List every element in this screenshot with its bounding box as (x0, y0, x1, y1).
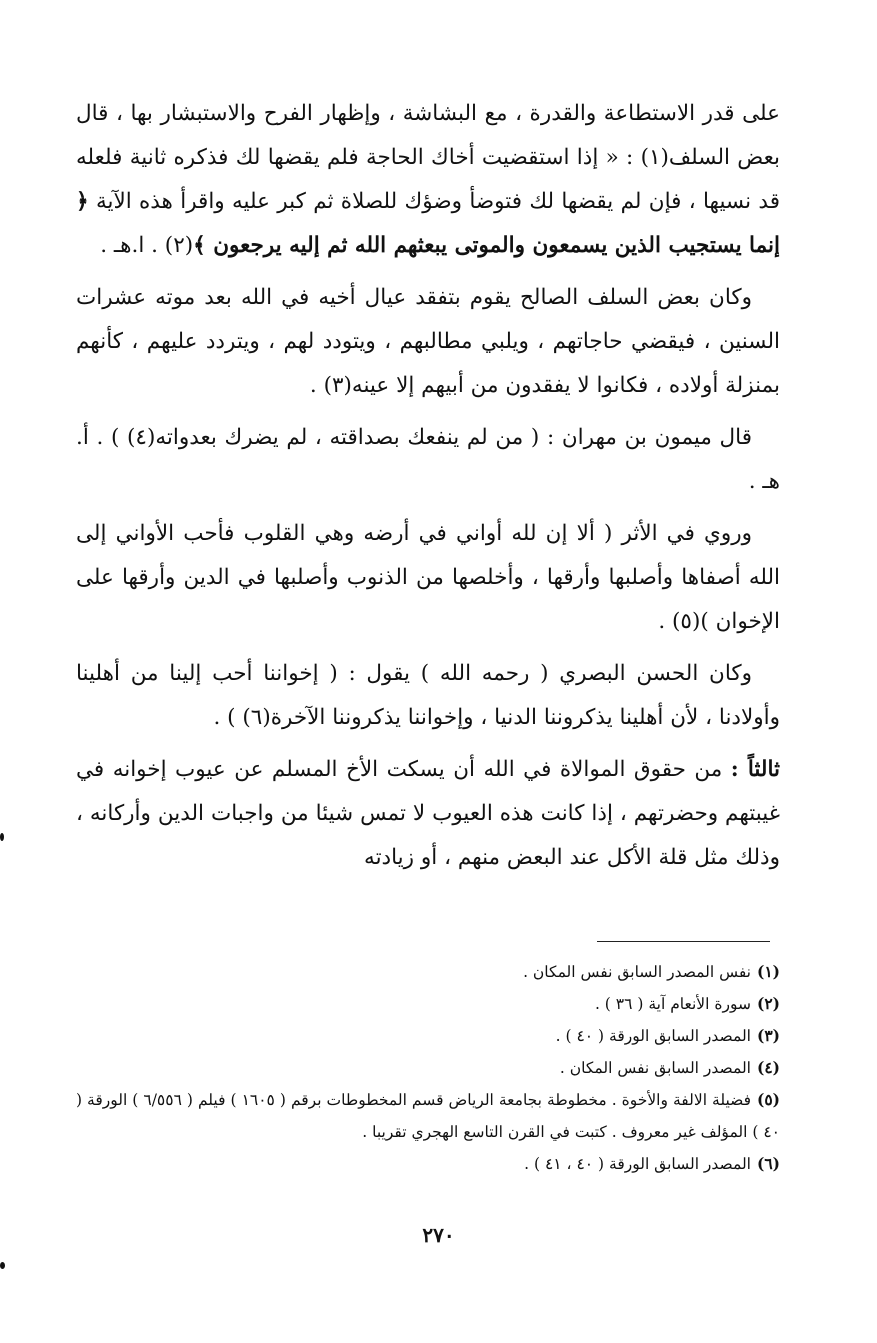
footnote (76, 1020, 780, 1052)
footnote (76, 1084, 780, 1148)
footnote-number: (٥) (756, 1090, 780, 1109)
scan-mark (0, 1262, 5, 1269)
paragraph-text: من حقوق الموالاة في الله أن يسكت الأخ المسلم عن عيوب إخوانه في غيبتهم وحضرتهم ، إذا كانت هذه العيوب لا تمس شيئا من واجبات الدين وأركانه ، وذلك مثل قلة الأكل عند البعض منهم ، أو زيادته (76, 757, 780, 870)
paragraph-2: وكان بعض السلف الصالح يقوم بتفقد عيال أخيه في الله بعد موته عشرات السنين ، فيقضي حاجاتهم ، ويلبي مطالبهم ، ويتودد لهم ، ويتردد عليهم ، كأنهم بمنزلة أولاده ، فكانوا لا يفقدون من أبيهم إلا عينه(٣) . (76, 285, 780, 398)
page-number: ٢٧٠ (422, 1223, 455, 1247)
paragraph-4: وروي في الأثر ( ألا إن لله أواني في أرضه وهي القلوب فأحب الأواني إلى الله أصفاها وأصلبها وأرقها ، وأخلصها من الذنوب وأصلبها في الدين وأرقها على الإخوان )(٥) . (76, 521, 780, 634)
footnote-divider (597, 941, 770, 942)
scan-mark (0, 833, 4, 841)
footnote (76, 1148, 780, 1180)
footnote (76, 1052, 780, 1084)
footnotes (76, 956, 780, 1180)
paragraph-5: وكان الحسن البصري ( رحمه الله ) يقول : ( إخواننا أحب إلينا من أهلينا وأولادنا ، لأن أهلينا يذكروننا الدنيا ، وإخواننا يذكروننا الآخرة(٦) ) . (76, 661, 780, 730)
footnote-text: فضيلة الالفة والأخوة . مخطوطة بجامعة الرياض قسم المخطوطات برقم ( ١٦٠٥ ) فيلم ( ٦/٥٥٦ ) الورقة ( ٤٠ ) المؤلف غير معروف . كتبت في القرن التاسع الهجري تقريبا . (76, 1091, 780, 1141)
paragraph-text: على قدر الاستطاعة والقدرة ، مع البشاشة ، وإظهار الفرح والاستبشار بها ، قال بعض السلف(١) : « إذا استقضيت أخاك الحاجة فلم يقضها لك فذكره ثانية فلعله قد نسيها ، فإن لم يقضها لك فتوضأ وضؤك للصلاة ثم كبر عليه واقرأ هذه الآية (76, 101, 780, 214)
paragraph-3: قال ميمون بن مهران : ( من لم ينفعك بصداقته ، لم يضرك بعدواته(٤) ) . أ. هـ . (76, 425, 780, 494)
footnote-number: (١) (756, 962, 780, 981)
footnote-number: (٤) (756, 1058, 780, 1077)
quran-quote: ﴿ إنما يستجيب الذين يسمعون والموتى يبعثهم الله ثم إليه يرجعون ﴾ (76, 189, 780, 258)
footnote-number: (٢) (756, 994, 780, 1013)
footnote-text: نفس المصدر السابق نفس المكان . (523, 963, 751, 981)
section-label: ثالثاً : (730, 757, 781, 782)
footnote (76, 956, 780, 988)
footnote-number: (٦) (756, 1154, 780, 1173)
paragraph-tail: (٢) . ا.هـ . (100, 233, 194, 258)
footnote (76, 988, 780, 1020)
footnote-text: سورة الأنعام آية ( ٣٦ ) . (594, 995, 751, 1013)
footnote-number: (٣) (756, 1026, 780, 1045)
footnote-text: المصدر السابق الورقة ( ٤٠ ) . (555, 1027, 751, 1045)
paragraph-1 (76, 92, 780, 268)
footnote-text: المصدر السابق نفس المكان . (559, 1059, 751, 1077)
footnote-text: المصدر السابق الورقة ( ٤٠ ، ٤١ ) . (524, 1155, 751, 1173)
paragraph-6 (76, 748, 780, 880)
main-text (76, 92, 780, 880)
